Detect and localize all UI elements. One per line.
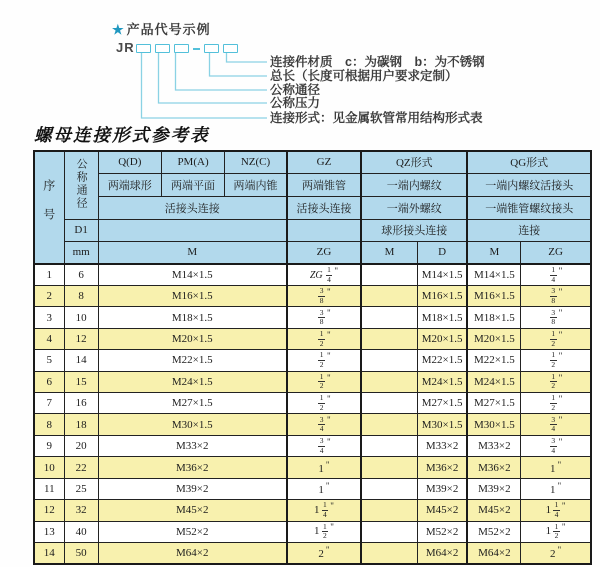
table-row	[34, 350, 591, 371]
table-row	[34, 457, 591, 478]
code-dash	[193, 48, 200, 50]
cell-qz-m	[361, 521, 417, 542]
header-qg-desc2: 一端锥管螺纹接头	[467, 196, 591, 219]
cell-seq: 5	[34, 350, 64, 371]
header-col-qg: QG形式	[467, 151, 591, 173]
code-segment-box	[174, 44, 189, 53]
cell-dn: 15	[64, 371, 98, 392]
cell-qz-m	[361, 500, 417, 521]
table-row	[34, 542, 591, 564]
table-body	[34, 264, 591, 564]
cell-gz: 1 "	[287, 457, 361, 478]
header-gz-desc: 两端锥管	[287, 173, 361, 196]
cell-seq: 7	[34, 393, 64, 414]
header-zg-col: ZG	[287, 241, 361, 264]
cell-gz: $\frac{3}{8}$ "	[287, 307, 361, 328]
cell-dn: 50	[64, 542, 98, 564]
cell-gz: $\frac{3}{4}$ "	[287, 435, 361, 456]
header-qz-d-col: D	[417, 241, 467, 264]
label-nominal-diameter: 公称通径	[270, 83, 321, 97]
code-segment-box	[223, 44, 238, 53]
cell-dn: 25	[64, 478, 98, 499]
cell-qg-m: M64×2	[467, 542, 520, 564]
header-qz-desc2: 一端外螺纹	[361, 196, 467, 219]
cell-qg-zg: $\frac{1}{2}$ "	[521, 371, 591, 392]
header-col-gz: GZ	[287, 151, 361, 173]
cell-qz-d: M33×2	[417, 435, 467, 456]
cell-qz-m	[361, 328, 417, 349]
cell-seq: 4	[34, 328, 64, 349]
cell-qg-zg: 1 "	[521, 478, 591, 499]
cell-qz-d: M45×2	[417, 500, 467, 521]
cell-qg-m: M20×1.5	[467, 328, 520, 349]
cell-seq: 2	[34, 285, 64, 306]
table-row	[34, 264, 591, 285]
cell-qg-m: M22×1.5	[467, 350, 520, 371]
cell-seq: 6	[34, 371, 64, 392]
cell-seq: 1	[34, 264, 64, 285]
cell-seq: 10	[34, 457, 64, 478]
cell-qz-d: M64×2	[417, 542, 467, 564]
label-connector-material: 连接件材质 c：为碳钢 b：为不锈钢	[270, 55, 485, 69]
cell-qg-m: M16×1.5	[467, 285, 520, 306]
cell-qg-m: M18×1.5	[467, 307, 520, 328]
header-qg-zg-col: ZG	[521, 241, 591, 264]
table-row	[34, 393, 591, 414]
cell-m: M64×2	[98, 542, 287, 564]
cell-qz-d: M30×1.5	[417, 414, 467, 435]
table-row	[34, 285, 591, 306]
cell-m: M20×1.5	[98, 328, 287, 349]
cell-dn: 18	[64, 414, 98, 435]
cell-gz: $\frac{1}{2}$ "	[287, 350, 361, 371]
cell-qg-m: M33×2	[467, 435, 520, 456]
header-gz-connection: 活接头连接	[287, 196, 361, 219]
cell-m: M33×2	[98, 435, 287, 456]
header-m-connection: 活接头连接	[98, 196, 287, 219]
header-blank-gz	[287, 219, 361, 241]
cell-m: M14×1.5	[98, 264, 287, 285]
header-d1: D1	[64, 219, 98, 241]
code-segment-boxes	[136, 44, 238, 53]
cell-dn: 6	[64, 264, 98, 285]
code-segment-box	[155, 44, 170, 53]
header-col-qz: QZ形式	[361, 151, 467, 173]
cell-qz-m	[361, 478, 417, 499]
header-seq: 序号	[34, 151, 64, 264]
label-nominal-pressure: 公称压力	[270, 96, 321, 110]
header-dn: 公称通径	[64, 151, 98, 219]
header-qg-m-col: M	[467, 241, 520, 264]
cell-qg-zg: $\frac{3}{4}$ "	[521, 435, 591, 456]
cell-qz-m	[361, 264, 417, 285]
cell-gz: $\frac{3}{8}$ "	[287, 285, 361, 306]
header-mm: mm	[64, 241, 98, 264]
cell-qg-m: M36×2	[467, 457, 520, 478]
header-q-desc: 两端球形	[98, 173, 161, 196]
cell-m: M16×1.5	[98, 285, 287, 306]
cell-m: M30×1.5	[98, 414, 287, 435]
cell-dn: 40	[64, 521, 98, 542]
header-nz-desc: 两端内锥	[225, 173, 287, 196]
table-row	[34, 307, 591, 328]
cell-m: M39×2	[98, 478, 287, 499]
cell-qz-d: M20×1.5	[417, 328, 467, 349]
cell-dn: 8	[64, 285, 98, 306]
cell-gz: $\frac{1}{2}$ "	[287, 393, 361, 414]
cell-qz-d: M27×1.5	[417, 393, 467, 414]
header-col-pm: PM(A)	[161, 151, 224, 173]
cell-dn: 14	[64, 350, 98, 371]
cell-seq: 12	[34, 500, 64, 521]
table-row	[34, 521, 591, 542]
cell-qz-m	[361, 393, 417, 414]
cell-qg-zg: 2 "	[521, 542, 591, 564]
cell-qz-m	[361, 542, 417, 564]
cell-qg-zg: $\frac{1}{2}$ "	[521, 350, 591, 371]
header-m-col: M	[98, 241, 287, 264]
cell-qz-d: M22×1.5	[417, 350, 467, 371]
cell-seq: 13	[34, 521, 64, 542]
cell-qz-d: M16×1.5	[417, 285, 467, 306]
cell-qg-m: M39×2	[467, 478, 520, 499]
cell-dn: 12	[64, 328, 98, 349]
cell-m: M24×1.5	[98, 371, 287, 392]
cell-gz: 1 $\frac{1}{2}$ "	[287, 521, 361, 542]
cell-qg-zg: $\frac{1}{2}$ "	[521, 328, 591, 349]
header-col-q: Q(D)	[98, 151, 161, 173]
cell-qg-zg: 1 "	[521, 457, 591, 478]
cell-m: M18×1.5	[98, 307, 287, 328]
cell-qz-d: M24×1.5	[417, 371, 467, 392]
table-row	[34, 435, 591, 456]
cell-qg-zg: $\frac{1}{4}$ "	[521, 264, 591, 285]
cell-qz-m	[361, 435, 417, 456]
cell-qz-d: M18×1.5	[417, 307, 467, 328]
example-title	[112, 19, 211, 38]
table-row	[34, 478, 591, 499]
cell-qz-m	[361, 414, 417, 435]
cell-qg-m: M14×1.5	[467, 264, 520, 285]
cell-dn: 32	[64, 500, 98, 521]
cell-dn: 22	[64, 457, 98, 478]
cell-seq: 11	[34, 478, 64, 499]
cell-qz-m	[361, 457, 417, 478]
cell-m: M36×2	[98, 457, 287, 478]
cell-qz-m	[361, 350, 417, 371]
label-total-length: 总长（长度可根据用户要求定制）	[270, 69, 458, 83]
cell-dn: 16	[64, 393, 98, 414]
cell-qz-d: M14×1.5	[417, 264, 467, 285]
cell-gz: $\frac{3}{4}$ "	[287, 414, 361, 435]
cell-qg-zg: $\frac{1}{2}$ "	[521, 393, 591, 414]
cell-qg-zg: $\frac{3}{4}$ "	[521, 414, 591, 435]
cell-qg-zg: 1 $\frac{1}{2}$ "	[521, 521, 591, 542]
cell-dn: 10	[64, 307, 98, 328]
cell-qg-zg: $\frac{3}{8}$ "	[521, 307, 591, 328]
header-col-nz: NZ(C)	[225, 151, 287, 173]
cell-seq: 14	[34, 542, 64, 564]
cell-seq: 3	[34, 307, 64, 328]
cell-m: M52×2	[98, 521, 287, 542]
cell-qg-zg: $\frac{3}{8}$ "	[521, 285, 591, 306]
cell-gz: $\frac{1}{2}$ "	[287, 371, 361, 392]
table-row	[34, 414, 591, 435]
cell-gz: 2 "	[287, 542, 361, 564]
header-qg-desc: 一端内螺纹活接头	[467, 173, 591, 196]
table-header	[34, 151, 591, 264]
cell-gz: 1 "	[287, 478, 361, 499]
page-title: 螺母连接形式参考表	[34, 125, 210, 145]
table-row	[34, 328, 591, 349]
header-qz-m-col: M	[361, 241, 417, 264]
cell-qg-m: M45×2	[467, 500, 520, 521]
cell-gz: $\frac{1}{2}$ "	[287, 328, 361, 349]
nut-connection-reference-table	[33, 150, 592, 565]
cell-qz-m	[361, 307, 417, 328]
label-connection-form: 连接形式：见金属软管常用结构形式表	[270, 111, 483, 125]
header-blank-m	[98, 219, 287, 241]
header-qz-connection: 球形接头连接	[361, 219, 467, 241]
header-qg-connection: 连接	[467, 219, 591, 241]
code-prefix: JR	[116, 40, 135, 55]
cell-dn: 20	[64, 435, 98, 456]
cell-qz-m	[361, 285, 417, 306]
cell-gz: 1 $\frac{1}{4}$ "	[287, 500, 361, 521]
star-icon: ★	[112, 22, 125, 37]
cell-m: M27×1.5	[98, 393, 287, 414]
cell-qz-d: M39×2	[417, 478, 467, 499]
cell-m: M22×1.5	[98, 350, 287, 371]
cell-seq: 8	[34, 414, 64, 435]
code-segment-box	[136, 44, 151, 53]
cell-qz-d: M36×2	[417, 457, 467, 478]
cell-qg-m: M30×1.5	[467, 414, 520, 435]
example-title-text: 产品代号示例	[126, 22, 211, 37]
table-row	[34, 371, 591, 392]
cell-qg-m: M52×2	[467, 521, 520, 542]
cell-qg-m: M27×1.5	[467, 393, 520, 414]
header-qz-desc: 一端内螺纹	[361, 173, 467, 196]
table-row	[34, 500, 591, 521]
cell-gz: ZG $\frac{1}{4}$ "	[287, 264, 361, 285]
cell-qg-zg: 1 $\frac{1}{4}$ "	[521, 500, 591, 521]
cell-qg-m: M24×1.5	[467, 371, 520, 392]
cell-qz-m	[361, 371, 417, 392]
header-pm-desc: 两端平面	[161, 173, 224, 196]
cell-qz-d: M52×2	[417, 521, 467, 542]
cell-m: M45×2	[98, 500, 287, 521]
cell-seq: 9	[34, 435, 64, 456]
code-segment-box	[204, 44, 219, 53]
